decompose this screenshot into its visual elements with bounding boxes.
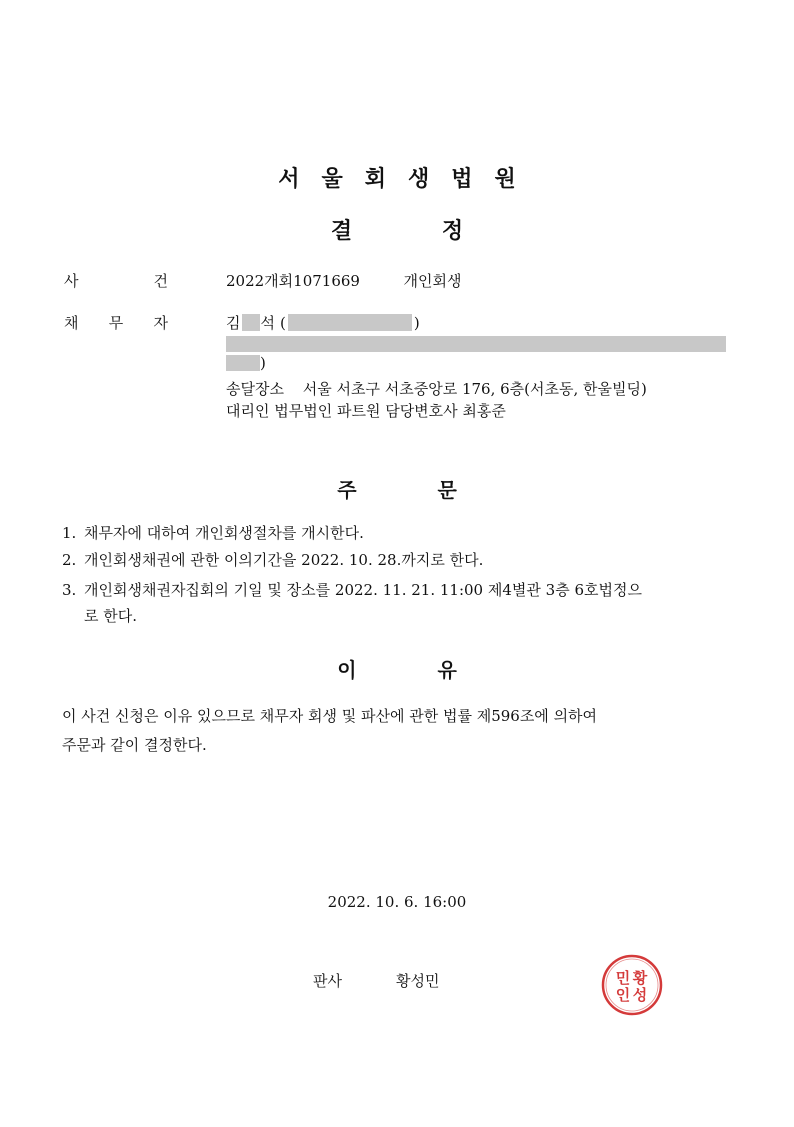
judge-name: 황성민 [396, 972, 440, 990]
document-type: 결 정 [330, 219, 464, 244]
debtor-label-char: 자 [153, 314, 168, 332]
service-label: 송달장소 [226, 380, 284, 398]
debtor-label [64, 312, 168, 333]
address-end [226, 354, 266, 372]
seal-char: 황 [632, 969, 648, 987]
reason-text-line2: 주문과 같이 결정한다. [62, 736, 207, 754]
judge-title: 판사 [313, 972, 342, 990]
order-item-text: 채무자에 대하여 개인회생절차를 개시한다. [84, 524, 364, 542]
order-item-text: 개인회생채권에 관한 이의기간을 2022. 10. 28.까지로 한다. [84, 551, 484, 569]
reason-heading: 이 유 [337, 658, 457, 682]
debtor-name-first: 김 [226, 314, 241, 332]
case-value [226, 270, 462, 291]
case-label-char: 건 [153, 272, 168, 290]
court-name: 서울회생법원 [278, 167, 538, 192]
reason-text-line1: 이 사건 신청은 이유 있으므로 채무자 회생 및 파산에 관한 법률 제596조에 의하여 [62, 707, 598, 725]
order-heading: 주 문 [337, 478, 457, 502]
decision-date: 2022. 10. 6. 16:00 [327, 893, 467, 911]
redacted-name-block [242, 314, 260, 331]
paren-open: ( [280, 313, 286, 332]
paren-close: ) [413, 313, 420, 332]
order-item [62, 549, 483, 570]
redacted-id-block [288, 314, 412, 331]
debtor-label-char: 채 [64, 314, 79, 332]
seal-char: 성 [632, 986, 648, 1004]
case-label [64, 270, 168, 291]
order-item-number: 1. [62, 524, 77, 542]
agent-line: 대리인 법무법인 파트원 담당변호사 최홍준 [226, 402, 506, 420]
case-label-char: 사 [64, 272, 79, 290]
paren-close: ) [260, 354, 266, 372]
order-item-continuation: 로 한다. [84, 607, 138, 625]
seal-char: 인 [615, 986, 631, 1004]
order-item-number: 2. [62, 551, 77, 569]
order-item-number: 3. [62, 581, 77, 599]
order-item [62, 522, 364, 543]
judge-seal-stamp [600, 953, 664, 1017]
case-type: 개인회생 [403, 272, 462, 290]
redacted-address-block-2 [226, 355, 260, 371]
debtor-label-char: 무 [108, 314, 124, 332]
debtor-name-last: 석 [260, 314, 275, 332]
debtor-identity [226, 312, 420, 333]
order-item [62, 579, 642, 600]
service-address: 서울 서초구 서초중앙로 176, 6층(서초동, 한울빌딩) [302, 380, 647, 398]
seal-char: 민 [615, 969, 631, 987]
case-number: 2022개회1071669 [226, 272, 360, 290]
redacted-address-block [226, 336, 726, 352]
order-item-text: 개인회생채권자집회의 기일 및 장소를 2022. 11. 21. 11:00 제4별관 3층 6호법정으 [84, 581, 642, 599]
service-address-line [226, 378, 647, 399]
